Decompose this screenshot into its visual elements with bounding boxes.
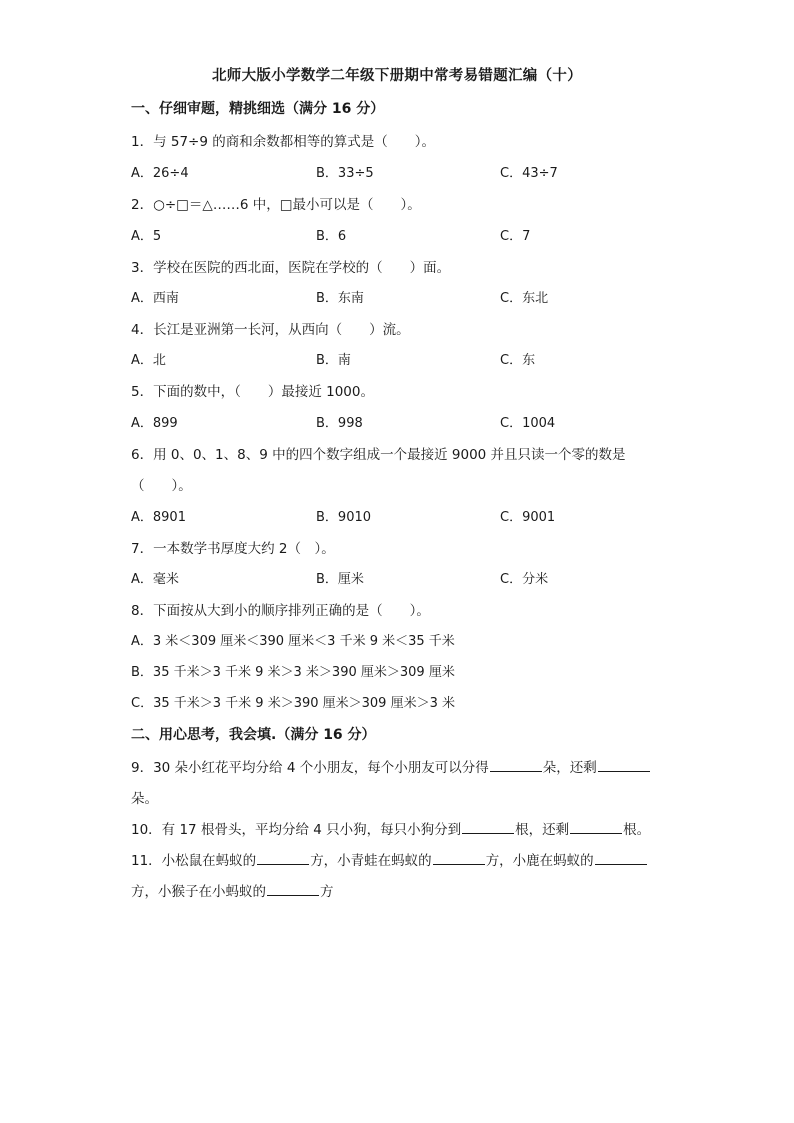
- q2-option-a: A．5: [131, 229, 162, 244]
- question-6-continued: （ ）。: [131, 478, 192, 494]
- q3-option-a: A．西南: [131, 291, 179, 306]
- q6-option-a: A．8901: [131, 510, 186, 525]
- q11-text-a: 11．小松鼠在蚂蚁的: [131, 853, 257, 869]
- q11-text-b: 方，小青蛙在蚂蚁的: [310, 853, 432, 869]
- q8-option-c: C．35 千米＞3 千米 9 米＞390 厘米＞309 厘米＞3 米: [131, 696, 455, 711]
- q10-text-b: 根，还剩: [515, 822, 570, 838]
- q6-option-b: B．9010: [316, 510, 372, 525]
- question-9: [131, 756, 651, 776]
- q10-text-a: 10．有 17 根骨头，平均分给 4 只小狗，每只小狗分到: [131, 822, 462, 838]
- q11-text-d: 方，小猴子在小蚂蚁的: [131, 884, 266, 900]
- q1-option-c: C．43÷7: [500, 166, 558, 181]
- q11-text-e: 方: [320, 884, 334, 900]
- q11-text-c: 方，小鹿在蚂蚁的: [485, 853, 594, 869]
- section-1-heading: 一、仔细审题，精挑细选（满分 16 分）: [131, 101, 385, 117]
- q5-option-c: C．1004: [500, 416, 556, 431]
- q1-option-a: A．26÷4: [131, 166, 189, 181]
- q5-option-a: A．899: [131, 416, 178, 431]
- section-2-heading: 二、用心思考，我会填.（满分 16 分）: [131, 727, 376, 743]
- q8-option-a: A．3 米＜309 厘米＜390 厘米＜3 千米 9 米＜35 千米: [131, 634, 455, 649]
- question-8: 8．下面按从大到小的顺序排列正确的是（ ）。: [131, 603, 430, 619]
- q9-answer-blank-2[interactable]: [598, 759, 650, 772]
- q4-option-c: C．东: [500, 353, 536, 368]
- q5-option-b: B．998: [316, 416, 363, 431]
- question-4: 4．长江是亚洲第一长河，从西向（ ）流。: [131, 322, 410, 338]
- q9-text-a: 9．30 朵小红花平均分给 4 个小朋友，每个小朋友可以分得: [131, 760, 489, 776]
- q11-answer-blank-3[interactable]: [595, 852, 647, 865]
- q7-option-a: A．毫米: [131, 572, 179, 587]
- q4-option-a: A．北: [131, 353, 166, 368]
- q9-answer-blank-1[interactable]: [490, 759, 542, 772]
- q10-answer-blank-1[interactable]: [462, 821, 514, 834]
- q1-option-b: B．33÷5: [316, 166, 374, 181]
- q10-answer-blank-2[interactable]: [570, 821, 622, 834]
- q4-option-b: B．南: [316, 353, 351, 368]
- question-7: 7．一本数学书厚度大约 2（ ）。: [131, 541, 335, 557]
- q3-option-b: B．东南: [316, 291, 364, 306]
- question-5: 5．下面的数中，（ ）最接近 1000。: [131, 384, 374, 400]
- q11-answer-blank-2[interactable]: [433, 852, 485, 865]
- q9-text-b: 朵，还剩: [542, 760, 597, 776]
- page-title: 北师大版小学数学二年级下册期中常考易错题汇编（十）: [212, 68, 582, 84]
- q11-answer-blank-4[interactable]: [267, 883, 319, 896]
- question-11-continued: [131, 880, 334, 900]
- q7-option-c: C．分米: [500, 572, 549, 587]
- q11-answer-blank-1[interactable]: [257, 852, 309, 865]
- question-10: [131, 818, 650, 838]
- q2-option-b: B．6: [316, 229, 347, 244]
- q7-option-b: B．厘米: [316, 572, 364, 587]
- question-11: [131, 849, 648, 869]
- question-9-continued: 朵。: [131, 791, 158, 807]
- question-3: 3．学校在医院的西北面，医院在学校的（ ）面。: [131, 260, 451, 276]
- q6-option-c: C．9001: [500, 510, 556, 525]
- question-1: 1．与 57÷9 的商和余数都相等的算式是（ ）。: [131, 134, 435, 150]
- q3-option-c: C．东北: [500, 291, 549, 306]
- question-6: 6．用 0、0、1、8、9 中的四个数字组成一个最接近 9000 并且只读一个零的数是: [131, 447, 626, 463]
- q8-option-b: B．35 千米＞3 千米 9 米＞3 米＞390 厘米＞309 厘米: [131, 665, 455, 680]
- q2-option-c: C．7: [500, 229, 531, 244]
- question-2: 2．○÷□＝△……6 中，□最小可以是（ ）。: [131, 197, 421, 213]
- q10-text-c: 根。: [623, 822, 651, 838]
